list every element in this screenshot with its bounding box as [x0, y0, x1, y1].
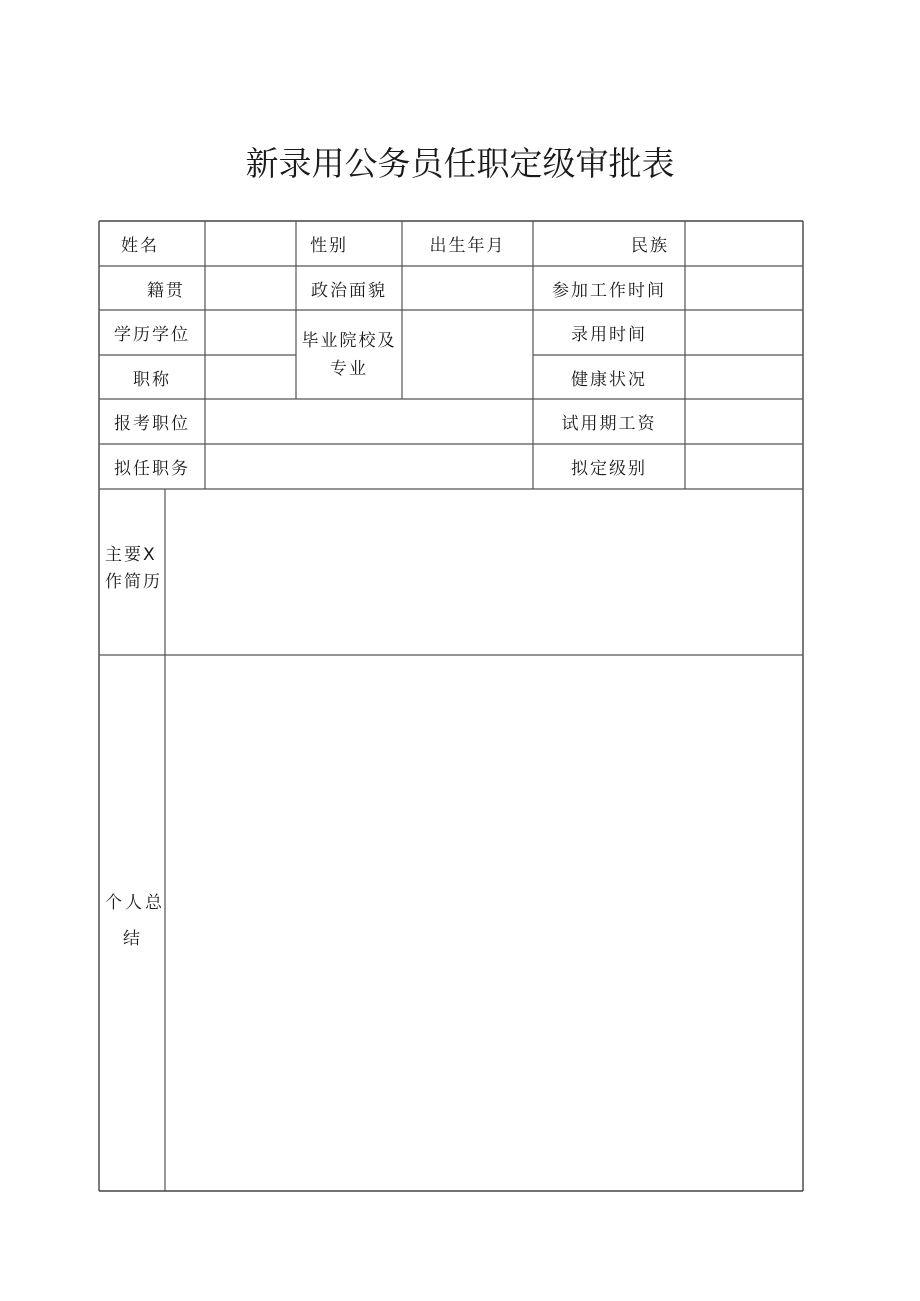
probation-salary-field[interactable]	[685, 399, 803, 444]
resume-label-line1: 主要X	[105, 545, 157, 565]
proposed-level-label	[533, 444, 685, 489]
name-label	[99, 221, 205, 266]
probation-salary-label-text: 试用期工资	[561, 414, 657, 434]
hire-date-label	[533, 310, 685, 355]
resume-label-line2: 作简历	[105, 572, 162, 592]
probation-salary-label	[533, 399, 685, 444]
title-rank-field[interactable]	[205, 355, 296, 399]
work-start-label-text: 参加工作时间	[552, 280, 666, 301]
native-place-field[interactable]	[205, 266, 296, 310]
applied-position-label	[99, 399, 205, 444]
summary-label-line2: 结	[123, 929, 143, 949]
native-place-label-text: 籍贯	[147, 280, 185, 301]
proposed-level-label-text: 拟定级别	[571, 459, 647, 479]
ethnicity-label-text: 民族	[631, 236, 669, 256]
gender-label	[296, 221, 402, 266]
gender-label-text: 性别	[310, 236, 348, 256]
political-status-label	[296, 266, 402, 310]
summary-label-line1: 个人总	[105, 893, 165, 913]
health-label	[533, 355, 685, 399]
school-major-label-line1: 毕业院校及	[301, 330, 397, 351]
summary-field[interactable]	[165, 655, 803, 1191]
education-label-text: 学历学位	[114, 325, 190, 345]
hire-date-label-text: 录用时间	[571, 325, 647, 345]
resume-field[interactable]	[165, 489, 803, 655]
school-major-field[interactable]	[402, 310, 533, 399]
birth-label-text: 出生年月	[429, 236, 506, 256]
proposed-post-label-text: 拟任职务	[114, 459, 190, 479]
title-rank-label-text: 职称	[133, 369, 171, 390]
name-field[interactable]	[205, 221, 296, 266]
work-start-label	[533, 266, 685, 310]
applied-position-label-text: 报考职位	[114, 414, 190, 434]
ethnicity-label	[533, 221, 685, 266]
school-major-label-line2: 专业	[330, 358, 368, 379]
page-title: 新录用公务员任职定级审批表	[245, 144, 675, 183]
political-status-label-text: 政治面貌	[311, 280, 387, 301]
proposed-post-field[interactable]	[205, 444, 533, 489]
work-start-field[interactable]	[685, 266, 803, 310]
ethnicity-field[interactable]	[685, 221, 803, 266]
proposed-level-field[interactable]	[685, 444, 803, 489]
proposed-post-label	[99, 444, 205, 489]
native-place-label	[99, 266, 205, 310]
applied-position-field[interactable]	[205, 399, 533, 444]
birth-label	[402, 221, 533, 266]
political-status-field[interactable]	[402, 266, 533, 310]
school-major-label	[296, 310, 402, 399]
education-field[interactable]	[205, 310, 296, 355]
name-label-text: 姓名	[121, 236, 159, 256]
health-label-text: 健康状况	[571, 369, 647, 390]
education-label	[99, 310, 205, 355]
summary-label	[99, 655, 165, 1191]
hire-date-field[interactable]	[685, 310, 803, 355]
title-rank-label	[99, 355, 205, 399]
resume-label	[99, 489, 165, 655]
health-field[interactable]	[685, 355, 803, 399]
